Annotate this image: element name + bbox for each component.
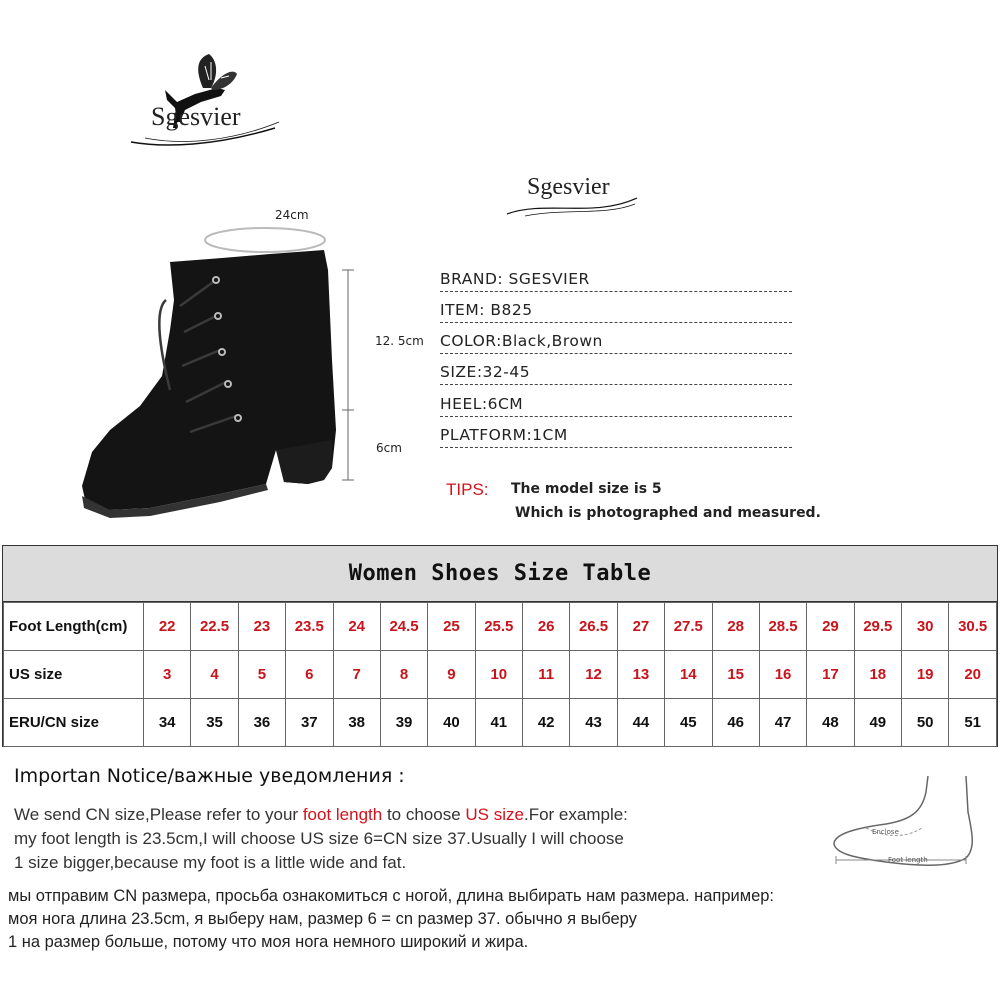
heel-height-label: 6cm [376,441,402,455]
table-cell: 8 [380,651,427,699]
notice-en-text: .For example: [523,805,628,824]
foot-diagram [826,772,996,882]
table-cell: 39 [380,699,427,747]
foot-length-label: Foot length [888,856,928,864]
circumference-label: 24cm [275,208,309,222]
highlight-foot-length: foot length [302,805,383,824]
spec-item: ITEM: B825 [440,301,792,323]
table-cell: 14 [665,651,712,699]
table-cell: 48 [807,699,854,747]
table-cell: 49 [854,699,901,747]
table-cell: 30 [902,603,949,651]
size-table [2,545,998,747]
size-table-grid [3,602,997,747]
table-cell: 28.5 [759,603,806,651]
notice-en-line-3: 1 size bigger,because my foot is a little wide and fat. [14,853,407,872]
table-cell: 10 [475,651,522,699]
notice-en-line-2: my foot length is 23.5cm,I will choose US size 6=CN size 37.Usually I will choose [14,829,624,848]
row-header: Foot Length(cm) [4,603,144,651]
table-cell: 3 [144,651,191,699]
table-row [4,699,997,747]
table-cell: 43 [570,699,617,747]
logo-swoosh-icon [505,194,640,220]
table-cell: 37 [286,699,333,747]
table-cell: 28 [712,603,759,651]
notice-title: Importan Notice/важные уведомления : [14,765,405,787]
table-cell: 15 [712,651,759,699]
brand-logo-top [125,50,285,160]
table-cell: 23 [238,603,285,651]
table-cell: 19 [902,651,949,699]
table-cell: 26.5 [570,603,617,651]
table-cell: 23.5 [286,603,333,651]
table-cell: 25 [428,603,475,651]
table-cell: 13 [617,651,664,699]
table-cell: 11 [523,651,570,699]
logo-text-top: Sgesvier [151,102,241,131]
table-cell: 36 [238,699,285,747]
table-cell: 29 [807,603,854,651]
spec-brand: BRAND: SGESVIER [440,270,792,292]
logo-text-mid: Sgesvier [527,174,610,200]
table-row [4,651,997,699]
table-cell: 40 [428,699,475,747]
size-table-title: Women Shoes Size Table [3,546,997,602]
table-cell: 17 [807,651,854,699]
table-cell: 5 [238,651,285,699]
notice-ru-line-1: мы отправим CN размера, просьба ознакомиться с ногой, длина выбирать нам размера. например: [8,887,775,905]
notice-en-text: to choose [382,805,466,824]
table-cell: 9 [428,651,475,699]
table-cell: 29.5 [854,603,901,651]
spec-size: SIZE:32-45 [440,363,792,385]
table-cell: 51 [949,699,997,747]
table-cell: 45 [665,699,712,747]
boot-illustration [60,200,440,530]
spec-heel: HEEL:6CM [440,395,792,417]
table-cell: 4 [191,651,238,699]
shaft-height-label: 12. 5cm [375,334,424,348]
table-row [4,603,997,651]
row-header: US size [4,651,144,699]
table-cell: 41 [475,699,522,747]
table-cell: 27.5 [665,603,712,651]
table-cell: 44 [617,699,664,747]
table-cell: 42 [523,699,570,747]
table-cell: 38 [333,699,380,747]
table-cell: 25.5 [475,603,522,651]
table-cell: 6 [286,651,333,699]
notice-ru-line-3: 1 на размер больше, потому что моя нога немного широкий и жира. [8,933,529,951]
table-cell: 50 [902,699,949,747]
boot-icon [70,240,340,520]
table-cell: 30.5 [949,603,997,651]
notice-en-line-1 [14,805,628,825]
spec-platform: PLATFORM:1CM [440,426,792,448]
table-cell: 16 [759,651,806,699]
brand-logo-mid [505,170,640,220]
table-cell: 20 [949,651,997,699]
table-cell: 27 [617,603,664,651]
table-cell: 24 [333,603,380,651]
table-cell: 47 [759,699,806,747]
table-cell: 22 [144,603,191,651]
notice-en-text: We send CN size,Please refer to your [14,805,303,824]
row-header: ERU/CN size [4,699,144,747]
table-cell: 12 [570,651,617,699]
table-cell: 35 [191,699,238,747]
table-cell: 26 [523,603,570,651]
tips-line-1: The model size is 5 [511,481,662,497]
table-cell: 22.5 [191,603,238,651]
tips-line-2: Which is photographed and measured. [515,505,821,521]
table-cell: 46 [712,699,759,747]
spec-color: COLOR:Black,Brown [440,332,792,354]
table-cell: 18 [854,651,901,699]
table-cell: 24.5 [380,603,427,651]
highlight-us-size: US size [465,805,524,824]
enclose-label: Enclose [872,828,899,836]
table-cell: 34 [144,699,191,747]
tips-label: TIPS: [446,480,489,499]
table-cell: 7 [333,651,380,699]
foot-outline-icon [826,772,996,882]
notice-ru-line-2: моя нога длина 23.5cm, я выберу нам, размер 6 = cn размер 37. обычно я выберу [8,910,637,928]
height-measure-lines [338,268,358,488]
